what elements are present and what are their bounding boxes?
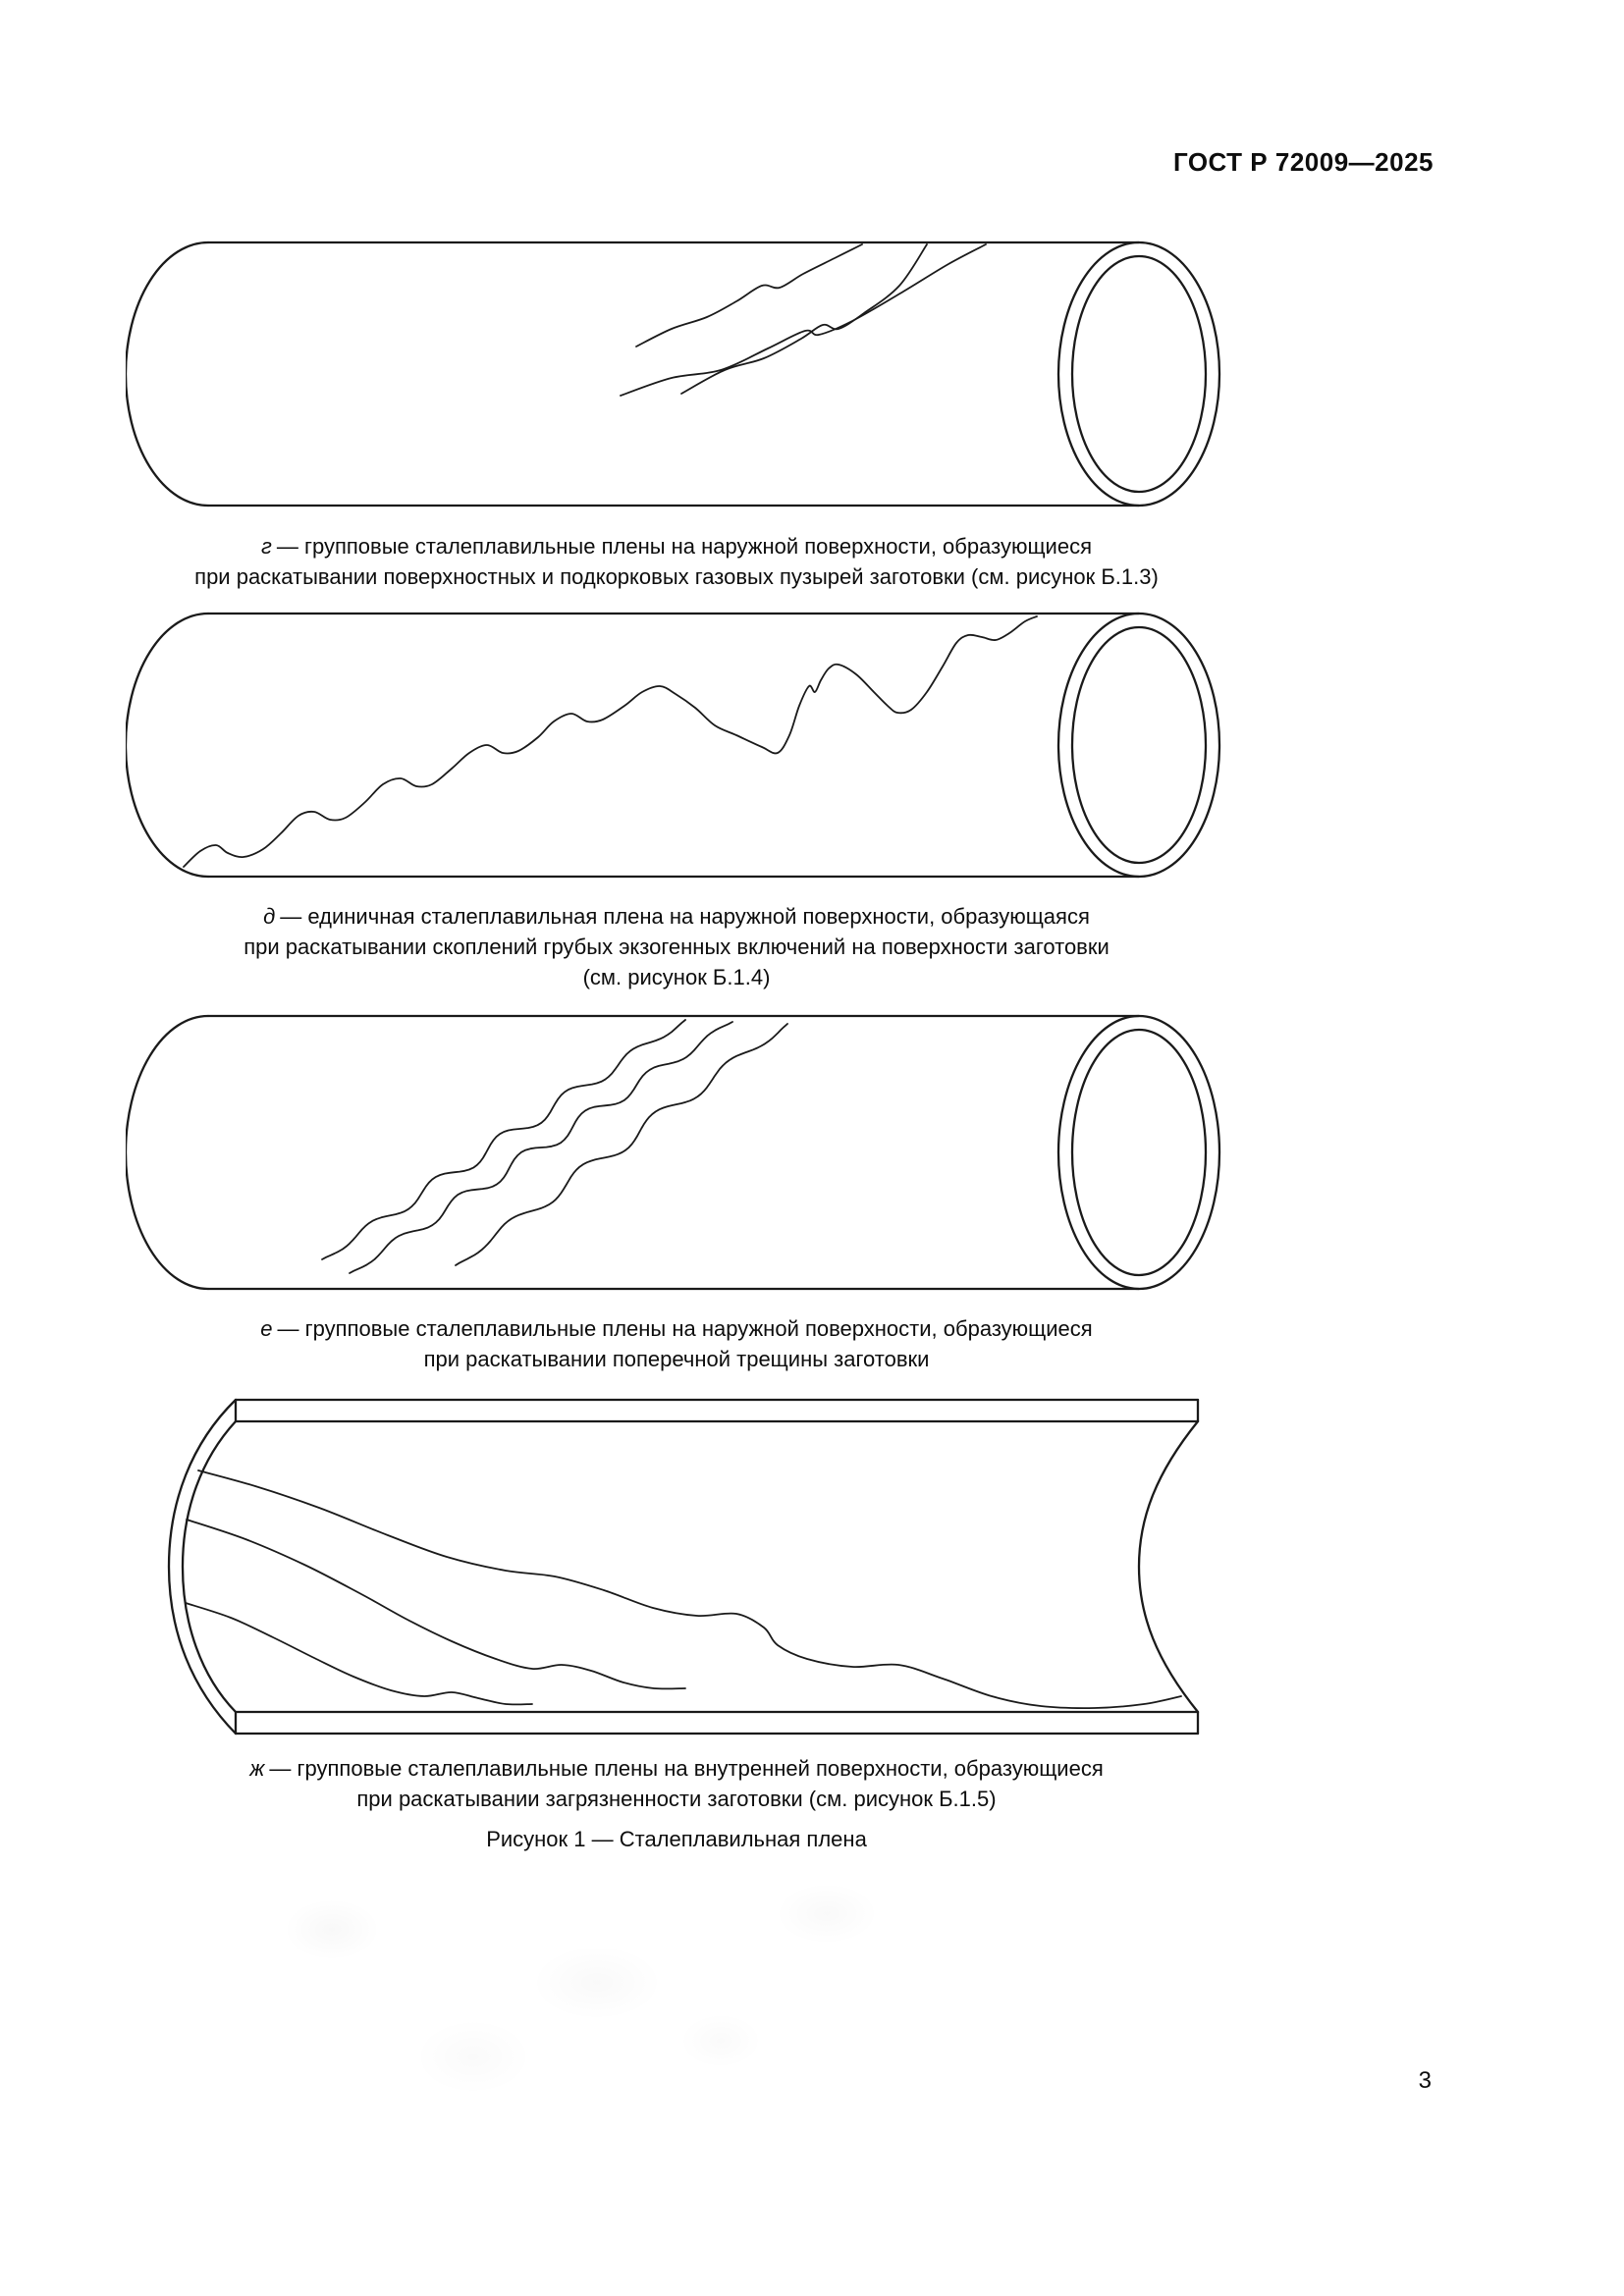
caption-line: (см. рисунок Б.1.4): [582, 965, 771, 989]
figure-letter: ж: [249, 1756, 265, 1781]
figure-g-caption: [126, 531, 1227, 592]
scan-noise: [137, 1855, 1021, 2120]
caption-text: — групповые сталеплавильные плены на наружной поверхности, образующиеся: [276, 534, 1092, 559]
caption-text: — групповые сталеплавильные плены на наружной поверхности, образующиеся: [277, 1316, 1093, 1341]
left-end-outer-arc: [169, 1400, 236, 1734]
figure-g-pipe-drawing: [126, 239, 1227, 509]
pipe-section-outline: [169, 1400, 1198, 1734]
caption-line: при раскатывании загрязненности заготовки (см. рисунок Б.1.5): [356, 1787, 997, 1811]
figure-d-caption: [126, 901, 1227, 992]
figure-d-pipe-drawing: [126, 610, 1227, 881]
caption-line: при раскатывании скоплений грубых экзогенных включений на поверхности заготовки: [244, 934, 1110, 959]
pipe-end-outer-ellipse: [1058, 242, 1219, 506]
figure-zh-pipe-section-drawing: [108, 1392, 1232, 1741]
pipe-end-inner-ellipse: [1072, 627, 1206, 863]
right-inner-surface-arc: [1139, 1421, 1198, 1712]
figure-letter: д: [263, 904, 276, 929]
figure-zh-caption: [126, 1753, 1227, 1814]
figure-e-caption: [126, 1313, 1227, 1374]
caption-line: [126, 901, 1227, 932]
page-number: 3: [1418, 2067, 1432, 2094]
defect-lines: [621, 244, 986, 396]
figure-letter: г: [260, 534, 272, 559]
figure-e-pipe-drawing: [126, 1012, 1227, 1293]
pipe-outline: [126, 1016, 1219, 1289]
scab-line: [187, 1520, 685, 1688]
defect-lines: [322, 1020, 787, 1273]
pipe-end-outer-ellipse: [1058, 614, 1219, 877]
caption-line: при раскатывании поверхностных и подкорковых газовых пузырей заготовки (см. рисунок Б.1.3): [194, 564, 1159, 589]
scab-line: [184, 616, 1037, 867]
pipe-outline: [126, 242, 1219, 506]
pipe-end-inner-ellipse: [1072, 1030, 1206, 1275]
caption-text: — групповые сталеплавильные плены на внутренней поверхности, образующиеся: [269, 1756, 1104, 1781]
pipe-left-arc: [126, 614, 208, 877]
scab-line: [322, 1020, 685, 1259]
standard-code: ГОСТ Р 72009—2025: [1172, 147, 1434, 177]
pipe-end-outer-ellipse: [1058, 1016, 1219, 1289]
caption-line: [126, 1313, 1227, 1344]
caption-text: — единичная сталеплавильная плена на наружной поверхности, образующаяся: [280, 904, 1090, 929]
pipe-outline: [126, 614, 1219, 877]
scab-line: [621, 244, 986, 396]
caption-line: [126, 531, 1227, 561]
defect-lines: [184, 616, 1037, 867]
caption-line: при раскатывании поперечной трещины заготовки: [423, 1347, 930, 1371]
scab-line: [350, 1022, 732, 1273]
figure-1-caption: Рисунок 1 — Сталеплавильная плена: [486, 1827, 867, 1851]
caption-line: [126, 1753, 1227, 1784]
pipe-end-inner-ellipse: [1072, 256, 1206, 492]
pipe-left-arc: [126, 242, 208, 506]
figure-letter: е: [260, 1316, 273, 1341]
pipe-left-arc: [126, 1016, 208, 1289]
defect-lines: [186, 1470, 1181, 1708]
